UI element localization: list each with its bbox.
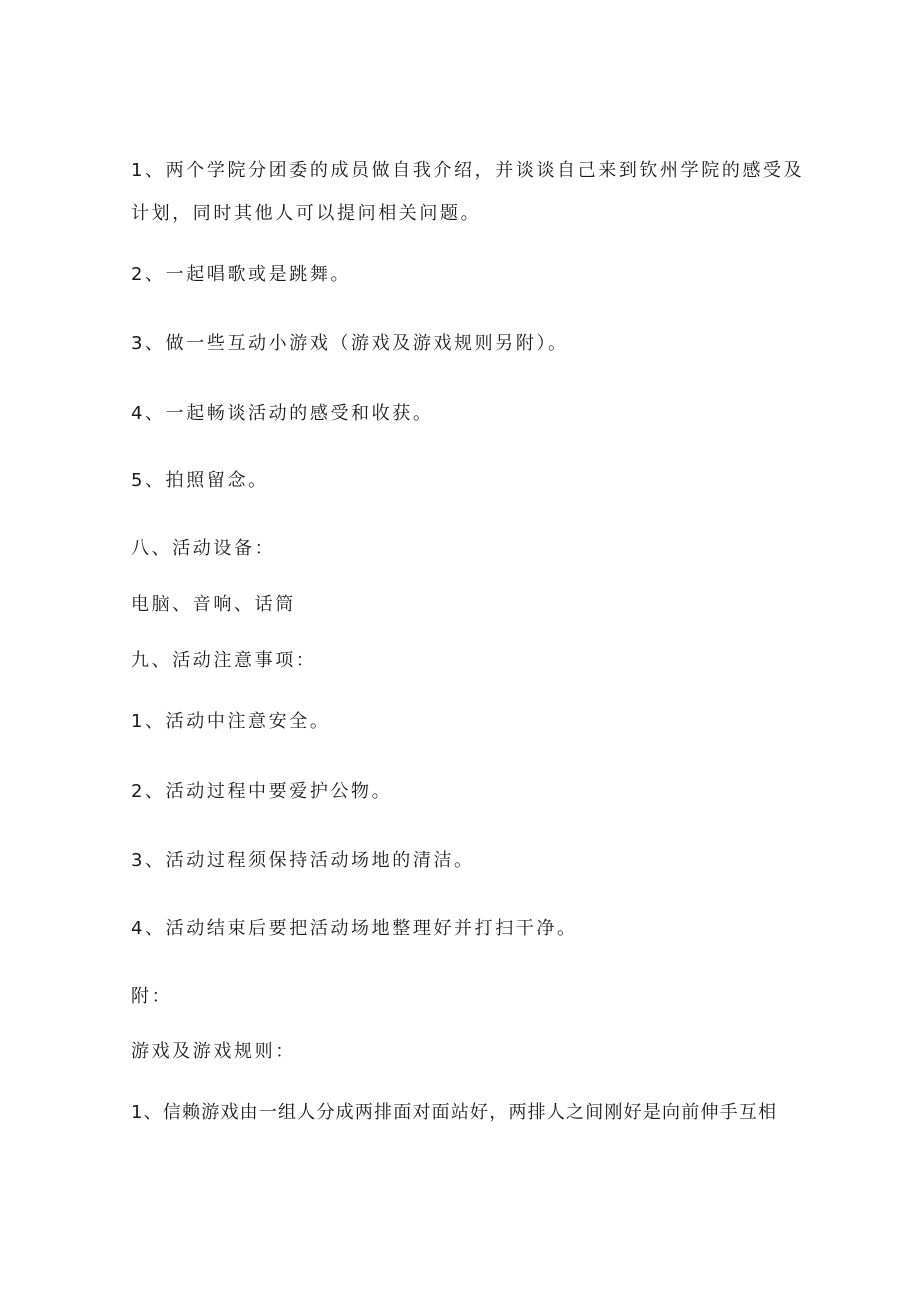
list-item: 1、信赖游戏由一组人分成两排面对面站好，两排人之间刚好是向前伸手互相 (131, 1102, 778, 1123)
section-heading: 附： (131, 986, 173, 1007)
section-heading: 游戏及游戏规则： (131, 1041, 296, 1062)
list-item: 2、一起唱歌或是跳舞。 (131, 264, 352, 285)
paragraph-line: 电脑、音响、话筒 (131, 594, 296, 615)
section-heading: 八、活动设备： (131, 538, 276, 559)
list-item: 5、拍照留念。 (131, 470, 269, 491)
list-item: 4、活动结束后要把活动场地整理好并打扫干净。 (131, 918, 578, 939)
list-item: 3、活动过程须保持活动场地的清洁。 (131, 850, 475, 871)
section-heading: 九、活动注意事项： (131, 650, 317, 671)
list-item: 1、活动中注意安全。 (131, 711, 331, 732)
list-item: 3、做一些互动小游戏（游戏及游戏规则另附）。 (131, 333, 569, 354)
list-item: 4、一起畅谈活动的感受和收获。 (131, 403, 434, 424)
paragraph-line: 计划，同时其他人可以提问相关问题。 (131, 203, 482, 224)
list-item: 2、活动过程中要爱护公物。 (131, 781, 393, 802)
paragraph-line: 1、两个学院分团委的成员做自我介绍，并谈谈自己来到钦州学院的感受及 (131, 160, 805, 181)
